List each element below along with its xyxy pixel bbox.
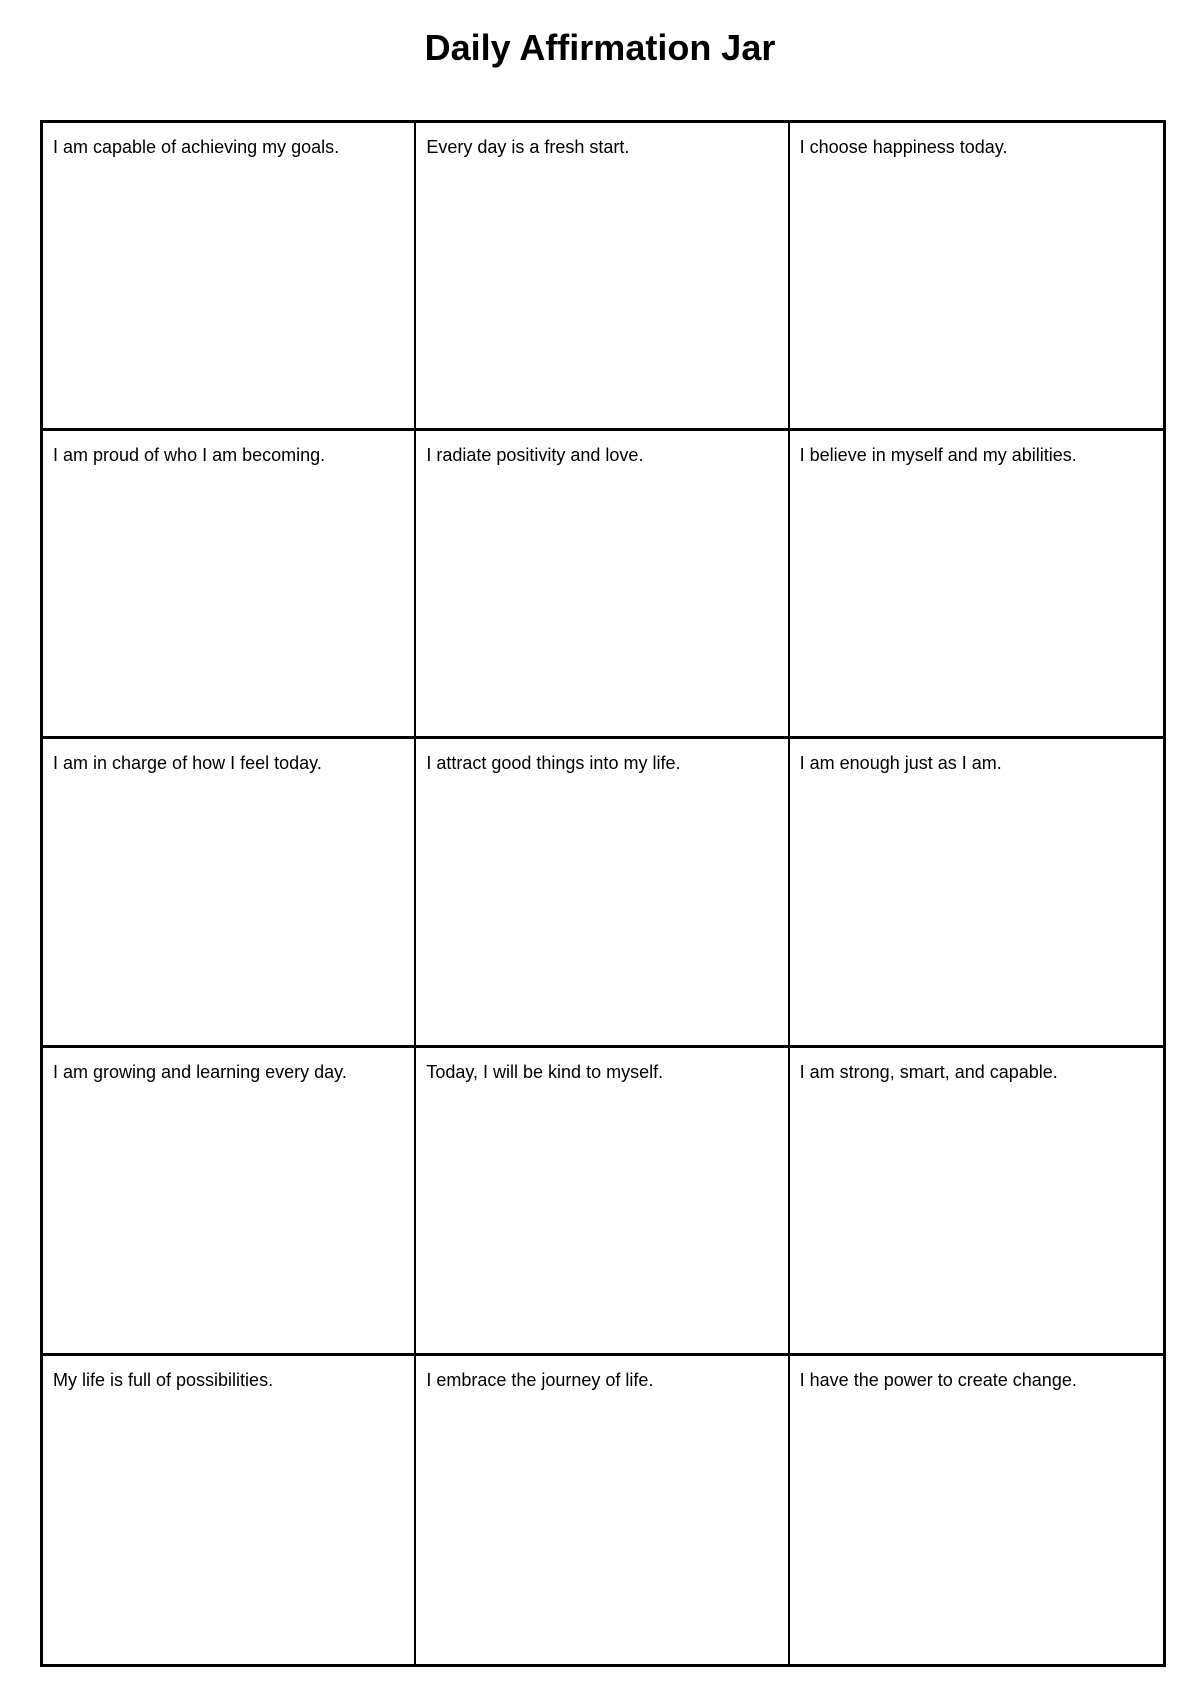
affirmation-card: I attract good things into my life.	[416, 739, 789, 1047]
affirmation-card: I choose happiness today.	[790, 123, 1163, 431]
affirmation-card: I am strong, smart, and capable.	[790, 1048, 1163, 1356]
affirmation-card: I am growing and learning every day.	[43, 1048, 416, 1356]
affirmation-card: I am proud of who I am becoming.	[43, 431, 416, 739]
affirmation-card: I have the power to create change.	[799, 1369, 1077, 1390]
affirmation-card: I am in charge of how I feel today.	[43, 739, 416, 1047]
affirmation-card: Today, I will be kind to myself.	[416, 1048, 789, 1356]
affirmation-card: I am enough just as I am.	[790, 739, 1163, 1047]
affirmation-card: I am capable of achieving my goals.	[43, 123, 416, 431]
affirmation-card: My life is full of possibilities.	[43, 1356, 416, 1664]
affirmation-card: I radiate positivity and love.	[416, 431, 789, 739]
page-title: Daily Affirmation Jar	[424, 27, 776, 68]
affirmation-card: Every day is a fresh start.	[416, 123, 789, 431]
affirmation-grid	[40, 120, 1166, 1667]
affirmation-card: I believe in myself and my abilities.	[790, 431, 1163, 739]
affirmation-card: I embrace the journey of life.	[416, 1356, 789, 1664]
